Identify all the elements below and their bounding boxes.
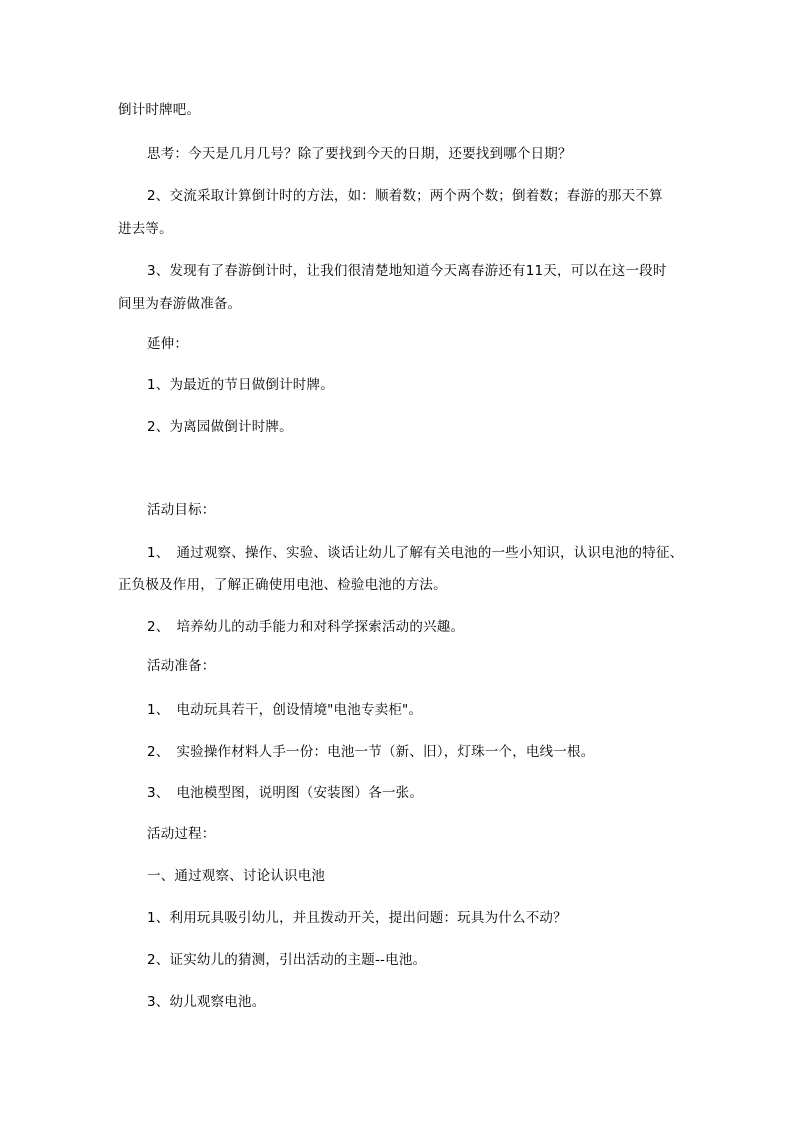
paragraph-text: 思考：今天是几月几号？除了要找到今天的日期，还要找到哪个日期？ [147,146,572,162]
paragraph-text: 倒计时牌吧。 [118,102,201,118]
section-heading: 延伸： [147,336,189,352]
section-heading: 活动准备： [147,658,216,674]
paragraph-text: 3、幼儿观察电池。 [147,994,266,1010]
paragraph-text: 一、通过观察、讨论认识电池 [147,868,326,884]
paragraph-text: 2、 实验操作材料人手一份：电池一节（新、旧），灯珠一个，电线一根。 [147,744,595,760]
paragraph-text: 1、 通过观察、操作、实验、谈话让幼儿了解有关电池的一些小知识，认识电池的特征、 [147,545,684,561]
paragraph-text: 2、为离园做倒计时牌。 [147,419,293,435]
paragraph-text: 2、交流采取计算倒计时的方法，如：顺着数；两个两个数；倒着数；春游的那天不算 [147,188,663,204]
paragraph-text: 1、 电动玩具若干，创设情境"电池专卖柜"。 [147,702,423,718]
paragraph-text: 3、 电池模型图，说明图（安装图）各一张。 [147,785,424,801]
paragraph-text: 1、利用玩具吸引幼儿，并且拨动开关，提出问题：玩具为什么不动？ [147,910,567,926]
paragraph-text: 2、 培养幼儿的动手能力和对科学探索活动的兴趣。 [147,619,465,635]
paragraph-text: 正负极及作用，了解正确使用电池、检验电池的方法。 [118,577,447,593]
section-heading: 活动过程： [147,826,216,842]
paragraph-text: 进去等。 [118,221,173,237]
paragraph-text: 2、证实幼儿的猜测，引出活动的主题--电池。 [147,952,427,968]
paragraph-text: 间里为春游做准备。 [118,296,242,312]
section-heading: 活动目标： [147,502,216,518]
paragraph-text: 3、发现有了春游倒计时，让我们很清楚地知道今天离春游还有11天，可以在这一段时 [147,263,667,279]
paragraph-text: 1、为最近的节日做倒计时牌。 [147,377,334,393]
